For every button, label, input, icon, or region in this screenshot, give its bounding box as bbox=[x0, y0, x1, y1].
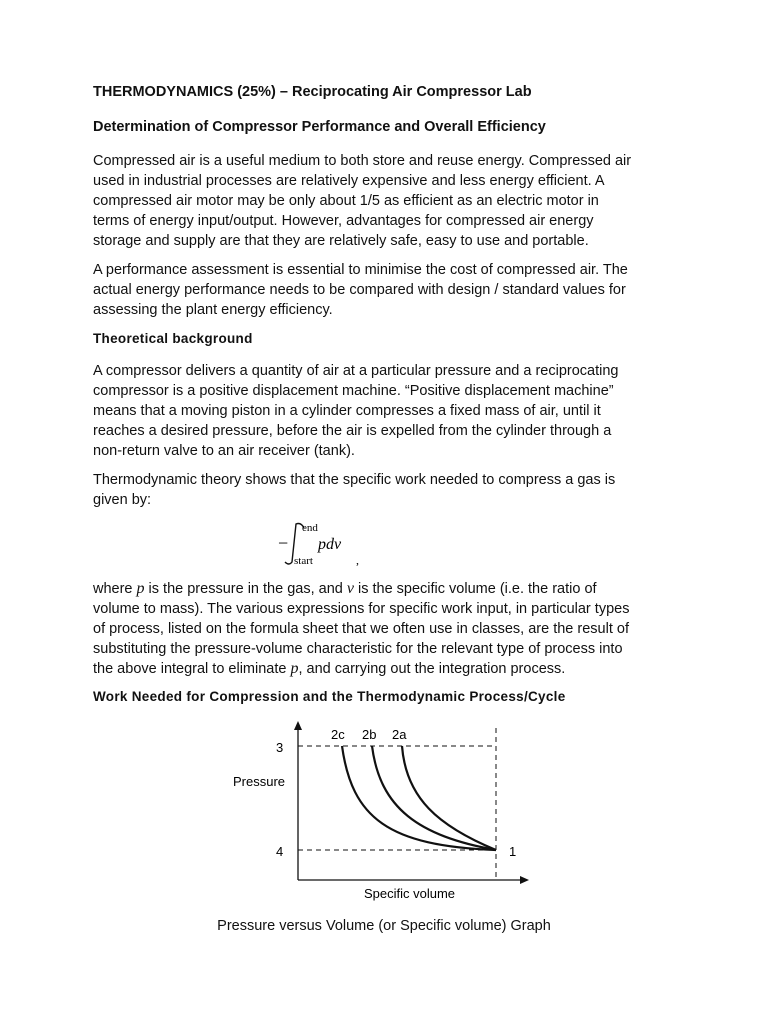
text-line: volume to mass). The various expressions for specific work input, in particular types bbox=[93, 601, 630, 617]
label-point-2c: 2c bbox=[331, 727, 345, 742]
label-point-2a: 2a bbox=[392, 727, 407, 742]
formula-upper-limit: end bbox=[302, 522, 318, 534]
figure-caption: Pressure versus Volume (or Specific volume) Graph bbox=[217, 918, 551, 934]
formula-integrand: pdv bbox=[318, 536, 342, 553]
document-subtitle: Determination of Compressor Performance and Overall Efficiency bbox=[93, 119, 546, 135]
y-axis-arrow-icon bbox=[294, 721, 302, 730]
where-text-d: the above integral to eliminate bbox=[93, 661, 291, 677]
text-line bbox=[93, 659, 683, 679]
text-line: A compressor delivers a quantity of air at a particular pressure and a reciprocating bbox=[93, 363, 619, 379]
v-symbol: v bbox=[346, 580, 354, 597]
text-line: compressor is a positive displacement machine. “Positive displacement machine” bbox=[93, 383, 614, 399]
text-line: means that a moving piston in a cylinder compresses a fixed mass of air, until it bbox=[93, 403, 601, 419]
work-integral-formula bbox=[270, 512, 380, 572]
text-line: A performance assessment is essential to minimise the cost of compressed air. The bbox=[93, 262, 628, 278]
label-point-4: 4 bbox=[276, 844, 284, 859]
theory-paragraph bbox=[93, 361, 683, 461]
curve-2b bbox=[372, 746, 496, 850]
cycle-heading: Work Needed for Compression and the Thermodynamic Process/Cycle bbox=[93, 689, 566, 704]
theory-heading: Theoretical background bbox=[93, 331, 253, 346]
where-text-e: , and carrying out the integration process. bbox=[298, 661, 566, 677]
text-line: reaches a desired pressure, before the air is expelled from the cylinder through a bbox=[93, 423, 612, 439]
text-line: actual energy performance needs to be compared with design / standard values for bbox=[93, 282, 626, 298]
work-intro-paragraph bbox=[93, 470, 683, 510]
x-axis-arrow-icon bbox=[520, 876, 529, 884]
label-point-3: 3 bbox=[276, 740, 284, 755]
document-title: THERMODYNAMICS (25%) – Reciprocating Air Compressor Lab bbox=[93, 84, 532, 100]
label-point-2b: 2b bbox=[362, 727, 377, 742]
text-line: substituting the pressure-volume characteristic for the relevant type of process into bbox=[93, 641, 623, 657]
y-axis-label: Pressure bbox=[233, 774, 286, 789]
intro-paragraph bbox=[93, 151, 683, 251]
x-axis-label: Specific volume bbox=[364, 886, 456, 901]
p-symbol: p bbox=[136, 580, 145, 597]
text-line: of process, listed on the formula sheet that we often use in classes, are the result of bbox=[93, 621, 629, 637]
formula-minus: − bbox=[278, 533, 289, 553]
text-line: non-return valve to an air receiver (tank). bbox=[93, 443, 355, 459]
formula-lower-limit: start bbox=[294, 555, 313, 567]
performance-paragraph bbox=[93, 260, 683, 320]
formula-trailing: , bbox=[356, 553, 359, 567]
p-symbol: p bbox=[290, 660, 299, 677]
curve-2a bbox=[402, 746, 496, 850]
where-text-c: is the specific volume (i.e. the ratio of bbox=[353, 581, 597, 597]
label-point-1: 1 bbox=[509, 844, 517, 859]
text-line: Compressed air is a useful medium to both store and reuse energy. Compressed air bbox=[93, 153, 632, 169]
text-line: assessing the plant energy efficiency. bbox=[93, 302, 333, 318]
text-line: given by: bbox=[93, 492, 152, 508]
where-text-a: where bbox=[93, 581, 137, 597]
text-line: Thermodynamic theory shows that the specific work needed to compress a gas is bbox=[93, 472, 616, 488]
text-line: terms of energy input/output. However, advantages for compressed air energy bbox=[93, 213, 594, 229]
text-line: storage and supply are that they are relatively safe, easy to use and portable. bbox=[93, 233, 589, 249]
text-line: compressed air motor may be only about 1/5 as efficient as an electric motor in bbox=[93, 193, 599, 209]
where-paragraph bbox=[93, 579, 683, 679]
pv-diagram bbox=[228, 718, 538, 908]
text-line: used in industrial processes are relatively expensive and less energy efficient. A bbox=[93, 173, 605, 189]
text-line bbox=[93, 579, 683, 599]
where-text-b: is the pressure in the gas, and bbox=[144, 581, 347, 597]
